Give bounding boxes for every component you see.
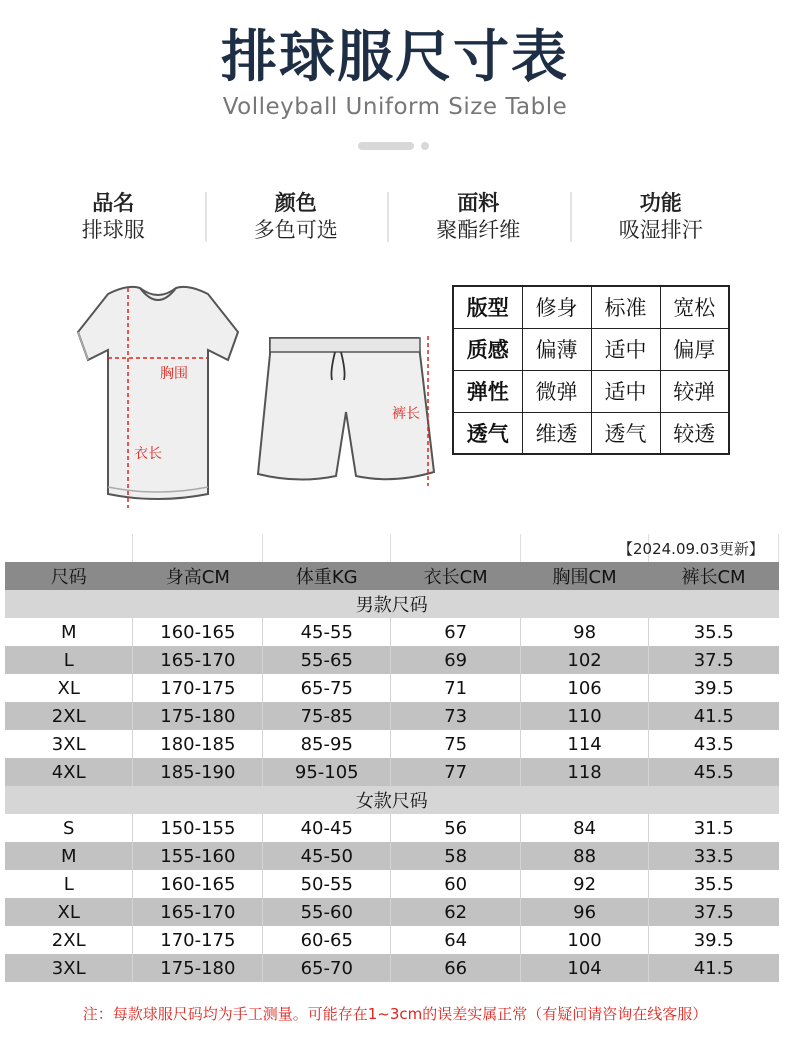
- table-cell: 64: [391, 926, 521, 954]
- table-cell: 60-65: [263, 926, 391, 954]
- women-section-header: [5, 786, 779, 814]
- table-cell: 67: [391, 618, 521, 646]
- info-label: 功能: [639, 191, 682, 215]
- table-cell: 92: [521, 870, 649, 898]
- table-cell: 45-50: [263, 842, 391, 870]
- update-date: 【2024.09.03更新】: [618, 540, 764, 558]
- table-cell: 110: [521, 702, 649, 730]
- table-cell: 35.5: [693, 873, 734, 895]
- column-header: 尺码: [5, 562, 133, 590]
- table-cell: 65-70: [263, 954, 391, 982]
- table-cell: L: [5, 870, 133, 898]
- property-name: 版型: [453, 286, 522, 328]
- table-row: [5, 898, 779, 926]
- info-label: 颜色: [274, 191, 317, 215]
- table-cell: 39.5: [693, 929, 734, 951]
- table-cell: 75-85: [263, 702, 391, 730]
- table-row: [5, 618, 779, 646]
- property-option: 适中: [591, 328, 660, 370]
- table-cell: 118: [521, 758, 649, 786]
- info-value: 多色可选: [253, 218, 338, 242]
- info-label: 面料: [457, 191, 500, 215]
- properties-row: [453, 286, 729, 328]
- property-option: 较弹: [660, 370, 729, 412]
- table-cell: 165-170: [133, 646, 263, 674]
- section-title: 女款尺码: [5, 786, 779, 814]
- table-cell: 100: [521, 926, 649, 954]
- garment-measurement-diagram: [48, 272, 468, 522]
- table-row: [5, 870, 779, 898]
- table-cell: 40-45: [263, 814, 391, 842]
- table-cell: M: [5, 842, 133, 870]
- table-cell: 104: [521, 954, 649, 982]
- table-cell: 114: [521, 730, 649, 758]
- table-cell: 88: [521, 842, 649, 870]
- table-cell: 85-95: [263, 730, 391, 758]
- table-cell: 45-55: [263, 618, 391, 646]
- page-title: 排球服尺寸表: [221, 25, 569, 90]
- properties-row: [453, 370, 729, 412]
- table-cell: XL: [5, 674, 133, 702]
- properties-row: [453, 412, 729, 454]
- table-cell: 102: [521, 646, 649, 674]
- table-cell: 56: [391, 814, 521, 842]
- table-cell: 155-160: [133, 842, 263, 870]
- table-cell: 37.5: [649, 646, 779, 674]
- table-cell: 185-190: [133, 758, 263, 786]
- table-cell: 170-175: [133, 926, 263, 954]
- table-cell: 55-65: [263, 646, 391, 674]
- property-name: 弹性: [453, 370, 522, 412]
- chest-label: 胸围: [160, 366, 188, 382]
- tshirt-illustration: [78, 287, 238, 508]
- info-value: 吸湿排汗: [618, 218, 703, 242]
- table-row: [5, 646, 779, 674]
- table-row: [5, 926, 779, 954]
- properties-row: [453, 328, 729, 370]
- info-item-function: [570, 190, 753, 244]
- table-cell: 95-105: [263, 758, 391, 786]
- men-section-header: [5, 590, 779, 618]
- property-name: 透气: [453, 412, 522, 454]
- table-cell: 55-60: [263, 898, 391, 926]
- table-row: [5, 954, 779, 982]
- table-cell: 39.5: [693, 677, 734, 699]
- table-cell: 71: [391, 674, 521, 702]
- table-cell: 31.5: [693, 817, 734, 839]
- page-subtitle: Volleyball Uniform Size Table: [222, 94, 568, 120]
- size-table: [5, 534, 779, 982]
- pants-length-label: 裤长: [392, 406, 420, 422]
- property-option: 微弹: [522, 370, 591, 412]
- table-cell: XL: [5, 898, 133, 926]
- table-cell: 65-75: [263, 674, 391, 702]
- table-cell: 98: [521, 618, 649, 646]
- table-row: [5, 730, 779, 758]
- table-cell: 84: [521, 814, 649, 842]
- info-item-fabric: [387, 190, 570, 244]
- table-cell: 175-180: [133, 954, 263, 982]
- table-cell: 2XL: [5, 702, 133, 730]
- property-option: 偏厚: [660, 328, 729, 370]
- column-header: 衣长CM: [391, 562, 521, 590]
- section-title: 男款尺码: [5, 590, 779, 618]
- table-row: [5, 814, 779, 842]
- table-cell: 66: [391, 954, 521, 982]
- table-row: [5, 674, 779, 702]
- table-cell: 77: [391, 758, 521, 786]
- info-item-color: [205, 190, 388, 244]
- table-cell: S: [5, 814, 133, 842]
- footer-note: 注：每款球服尺码均为手工测量。可能存在1~3cm的误差实属正常（有疑问请咨询在线客服）: [82, 1005, 708, 1023]
- table-cell: 45.5: [649, 758, 779, 786]
- column-header: 体重KG: [263, 562, 391, 590]
- fabric-properties-table: [452, 285, 730, 455]
- table-row: [5, 702, 779, 730]
- table-row: [5, 842, 779, 870]
- table-cell: 35.5: [693, 621, 734, 643]
- table-cell: 3XL: [5, 954, 133, 982]
- property-option: 适中: [591, 370, 660, 412]
- table-cell: 160-165: [133, 870, 263, 898]
- table-cell: 33.5: [649, 842, 779, 870]
- table-cell: 2XL: [5, 926, 133, 954]
- table-row: [5, 758, 779, 786]
- property-option: 透气: [591, 412, 660, 454]
- column-header: 裤长CM: [649, 562, 779, 590]
- table-cell: 150-155: [133, 814, 263, 842]
- table-cell: 165-170: [133, 898, 263, 926]
- table-header-row: [5, 562, 779, 590]
- column-header: 身高CM: [133, 562, 263, 590]
- table-cell: 41.5: [649, 954, 779, 982]
- property-name: 质感: [453, 328, 522, 370]
- table-cell: 96: [521, 898, 649, 926]
- length-label: 衣长: [134, 446, 162, 462]
- property-option: 偏薄: [522, 328, 591, 370]
- property-option: 标准: [591, 286, 660, 328]
- decorative-dot: [421, 142, 429, 150]
- info-label: 品名: [92, 191, 135, 215]
- column-header: 胸围CM: [521, 562, 649, 590]
- table-cell: L: [5, 646, 133, 674]
- info-value: 排球服: [81, 218, 145, 242]
- table-cell: 106: [521, 674, 649, 702]
- property-option: 维透: [522, 412, 591, 454]
- decorative-bar: [358, 142, 414, 150]
- property-option: 宽松: [660, 286, 729, 328]
- table-cell: 4XL: [5, 758, 133, 786]
- table-cell: 3XL: [5, 730, 133, 758]
- table-cell: 75: [391, 730, 521, 758]
- table-cell: M: [5, 618, 133, 646]
- property-option: 修身: [522, 286, 591, 328]
- table-cell: 69: [391, 646, 521, 674]
- table-cell: 62: [391, 898, 521, 926]
- property-option: 较透: [660, 412, 729, 454]
- table-cell: 37.5: [649, 898, 779, 926]
- info-item-name: [22, 190, 205, 244]
- info-value: 聚酯纤维: [436, 218, 521, 242]
- table-cell: 43.5: [693, 733, 734, 755]
- table-cell: 180-185: [133, 730, 263, 758]
- table-cell: 41.5: [649, 702, 779, 730]
- table-cell: 50-55: [263, 870, 391, 898]
- table-cell: 60: [391, 870, 521, 898]
- table-cell: 73: [391, 702, 521, 730]
- table-cell: 170-175: [133, 674, 263, 702]
- table-cell: 175-180: [133, 702, 263, 730]
- product-info-row: [22, 190, 752, 244]
- table-cell: 160-165: [133, 618, 263, 646]
- table-cell: 58: [391, 842, 521, 870]
